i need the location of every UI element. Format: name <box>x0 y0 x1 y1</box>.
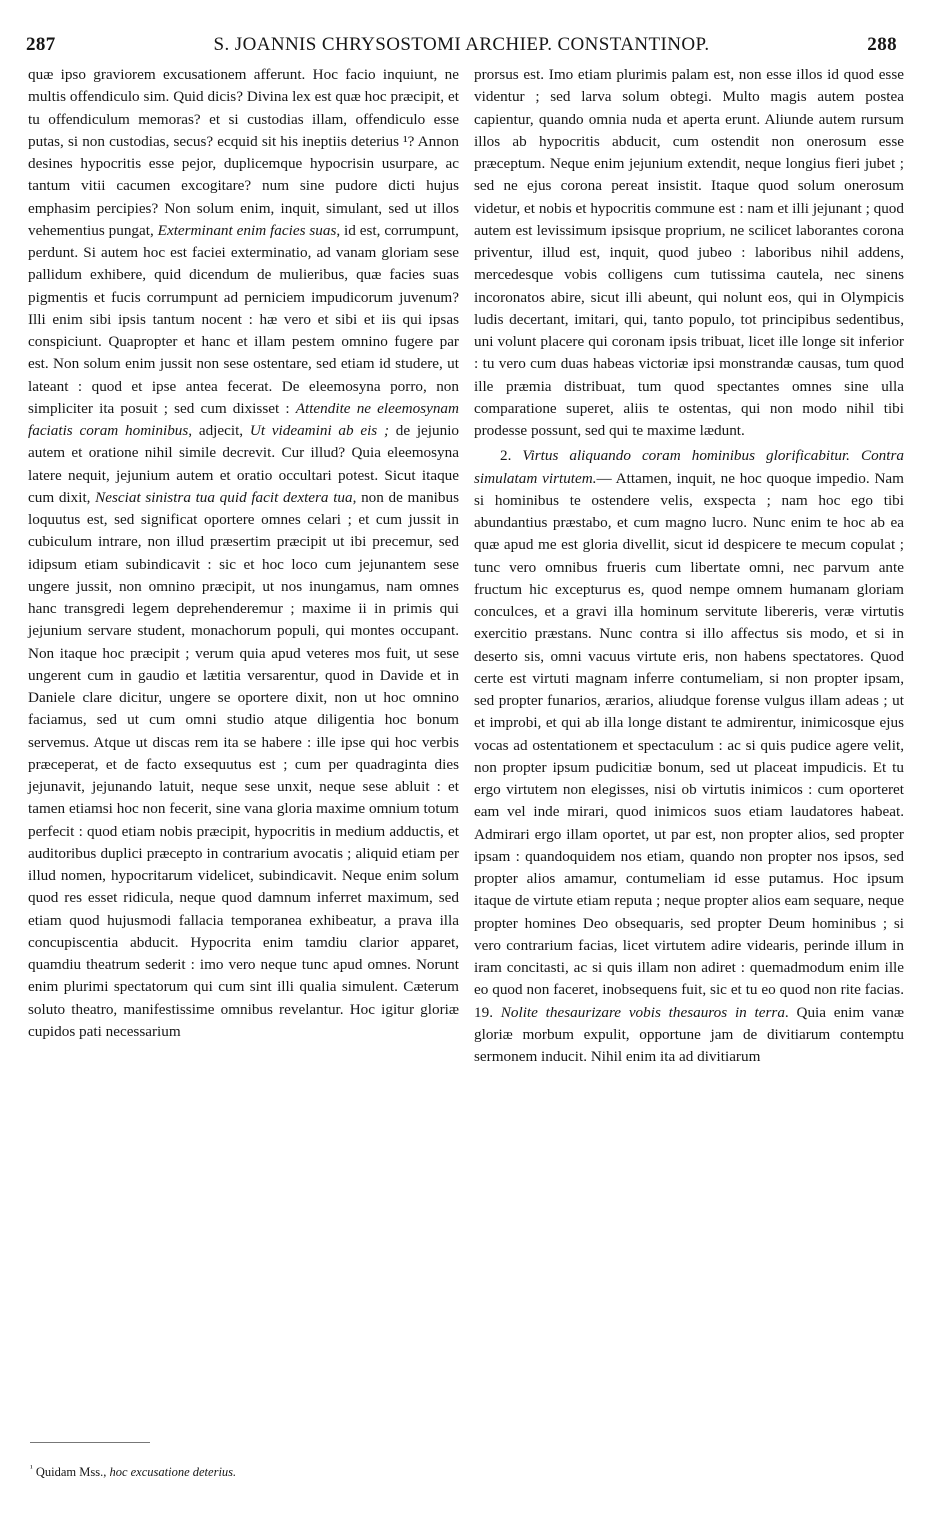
text-run: , adjecit, <box>188 422 250 439</box>
footnote-text: Quidam Mss., <box>32 1465 110 1480</box>
right-paragraph: prorsus est. Imo etiam plurimis palam est, non esse illos id quod esse videntur ; sed larva solum obtegi. Multo magis autem postea capientur, quando omnia nuda et aperta erunt. Aliunde autem rursum illos ab hypocritis abducit, cum ostendit non onerosum esse præceptum. Neque enim jejunium extendit, neque longius fieri jubet ; sed ne ejus corona pereat insistit. Itaque quod solum onerosum videtur, et nobis et hypocritis commune est : nam et illi jejunant ; quod autem est levissimum ipsisque proprium, ne scilicet laborantes corona priventur, illud est, inquit, quod jubeo : laboribus nihil addens, mercedesque vobis colligens cum tutissima cautela, nec sinens incoronatos abire, sicut illi abeunt, qui nolunt eos, qui in Olympicis ludis decertant, imitari, qui, tanto populo, tot principibus sedentibus, uni volunt placere qui coronam ipsis tribuat, licet ille longe sit inferior : tu vero cum duas habeas victoriæ ipsi monstrandæ causas, tum quod ille præmia distribuat, tum quod spectantes omnes sine ulla comparatione superet, aliis te ostentas, qui non modo nihil tibi prodesse possunt, sed qui te maxime lædunt. <box>474 66 904 439</box>
text-run: , id est, corrumpunt, perdunt. Si autem hoc est faciei exterminatio, ad vanam gloriam sese pallidum exhibere, quid dicendum de mulieribus, quæ facies suas pigmentis et fucis corrumpunt ad perniciem impudicorum juvenum? Illi enim sibi ipsis tantum nocent : hæ vero et sibi et iis qui ipsas conspiciunt. Quapropter et hanc et illam pestem omnino fugere par est. Non solum enim jussit non sese ostentare, sed etiam id studere, ut lateant : quod et ipse antea fecerat. De eleemosyna porro, non simpliciter ita posuit ; sed cum dixisset : <box>28 221 459 417</box>
scripture-quote: Ut videamini ab eis ; <box>249 422 390 439</box>
running-title: S. JOANNIS CHRYSOSTOMI ARCHIEP. CONSTANTINOP. <box>213 34 710 55</box>
section-title: Virtus aliquando coram hominibus glorificabitur. Contra simulatam virtutem. <box>474 447 904 487</box>
scripture-quote: Exterminant enim facies suas <box>157 221 337 239</box>
right-column <box>474 64 904 1068</box>
text-run: — Attamen, inquit, ne hoc quoque impedio. Nam si hominibus te ostendere velis, exspecta ; nam hoc ego tibi abundantius præstabo, et cum magno lucro. Nunc enim te hoc ab ea quæ apud me est gloria divellit, sicut id despicere te mecum copulat ; tunc vero omnibus frueris cum libertate omni, nec parvum ante fructum hic excepturus es, quod nempe omnem humanam gloriam conculces, et a gravi illa hominum servitute libereris, veræ virtutis exercitio præstans. Nunc contra si illo affectus sis modo, et si in deserto sis, omni vacuus virtute eris, non habens spectatores. Quod certe est virtuti magnam inferre contumeliam, si non propter ipsam, sed propter funarios, ærarios, aliudque forense vulgus illam adeas ; ut et improbi, et qui ab illa longe distant te admirentur, inimicosque ejus vocas ad ostentationem et spectaculum : ac si quis pudice agere velit, non propter ipsum pudicitiæ bonum, sed ut placeat impudicis. Et tu ergo virtutem non elegisses, nisi ob virtutis inimicos : cum oporteret eam vel inde mirari, quod inimicos suos etiam laudatores habeat. Admirari ergo illam oportet, ut par est, non propter alios, sed propter ipsam : quandoquidem nos etiam, quando non propter nos ipsos, sed propter alios amamur, contumeliam id esse putamus. Hoc ipsum itaque de virtute etiam reputa ; neque propter alios eam sequare, neque propter homines Deo obsequaris, sed propter Deum hominibus ; si vero contrarium facias, licet virtutem adire videaris, perinde illum in iram concitasti, ac si quis illam non adiret : quemadmodum enim ille eo quod non faceret, inobsequens fuit, sic et tu eo quod non rite facias. 19. <box>474 469 904 1021</box>
scripture-quote: Nolite thesaurizare vobis thesauros in terra <box>500 1003 785 1021</box>
running-header <box>26 34 897 64</box>
text-run: quæ ipso graviorem excusationem afferunt. Hoc facio inquiunt, ne multis offendiculo sim. Quid dicis? Divina lex est quæ hoc præcipit, et tu offendiculum memoras? et si custodias illam, offendiculo esse putas, si non custodias, secus? ecquid sit his ineptiis deterius ¹? Annon desines hypocritis esse pejor, duplicemque hypocrisin usurpare, ac tantum vitii cacumen excogitare? num sine pudore dicti hujus emphasim percipies? Non solum enim, inquit, simulant, sed ut illos vehementius pungat, <box>28 66 459 239</box>
text-run: de jejunio autem et oratione nihil simile decrevit. Cur illud? Quia eleemosyna latere nequit, jejunium autem et oratio occultari potest. Sicut itaque cum dixit, <box>28 422 460 506</box>
footnote <box>30 1460 450 1480</box>
left-column <box>28 64 459 1043</box>
footnote-divider <box>30 1442 150 1443</box>
scripture-quote: Attendite ne eleemosynam faciatis coram hominibus <box>28 399 459 439</box>
footnote-variant: hoc excusatione deterius. <box>109 1465 237 1480</box>
section-number: 2. <box>500 447 523 465</box>
text-run: . Quia enim vanæ gloriæ morbum expulit, opportune jam de divitiarum contemptu sermonem inducit. Nihil enim ita ad divitiarum <box>474 1003 905 1065</box>
left-paragraph <box>28 64 459 1043</box>
page-number-left: 287 <box>26 34 56 55</box>
footnote-marker: ¹ <box>30 1463 33 1473</box>
section-paragraph <box>474 445 904 1068</box>
page-number-right: 288 <box>867 34 897 55</box>
scripture-quote: Nesciat sinistra tua quid facit dextera tua <box>95 488 353 506</box>
text-run: , non de manibus loquutus est, sed significat oportere omnes celari ; et cum jussit in cubiculum intrare, non illud præsertim præcipit ut ibi precemur, sed idipsum etiam subindicavit : sic et hoc loco cum jejunantem sese ungere jussit, non omnino præcipit, ut nos inungamus, nam omnes hanc transgredi legem deprehenderemur ; maxime ii in primis qui jejunium servare student, monachorum populi, qui montes occupant. Non itaque hoc præcipit ; verum quia apud veteres mos fuit, ut sese ungerent cum in gaudio et lætitia versarentur, quod in Davide et in Daniele clare dicitur, ungere se oportere dixit, non ut hoc omnino faciamus, sed ut cum omni studio atque diligentia hoc bonum servemus. Atque ut discas rem ita se habere : ille ipse qui hoc verbis præceperat, et de facto exsequutus est ; cum per quadraginta dies jejunavit, jejunando latuit, neque sese unxit, neque sese abluit : et tamen etiamsi hoc non fecerit, sine vana gloria maxime omnium totum perfecit : quod etiam nobis præcipit, hypocritis in medium adductis, et auditoribus duplici præcepto in contrarium avocatis ; aliquid etiam per illud nomen, hypocritarum videlicet, subindicavit. Neque enim solum quod res esset ridicula, neque quod damnum inferret maximum, sed etiam quod hujusmodi fallacia temporanea exhibeatur, a prava illa concupiscentia abducit. Hypocrita enim tamdiu clarior apparet, quamdiu theatrum sederit : imo vero neque tunc apud omnes. Norunt enim plurimi spectatorum qui cum sint illi qualia simulent. Cæterum soluto theatro, manifestissime omnibus revelantur. Hoc igitur gloriæ cupidos pati necessarium <box>28 488 459 1040</box>
